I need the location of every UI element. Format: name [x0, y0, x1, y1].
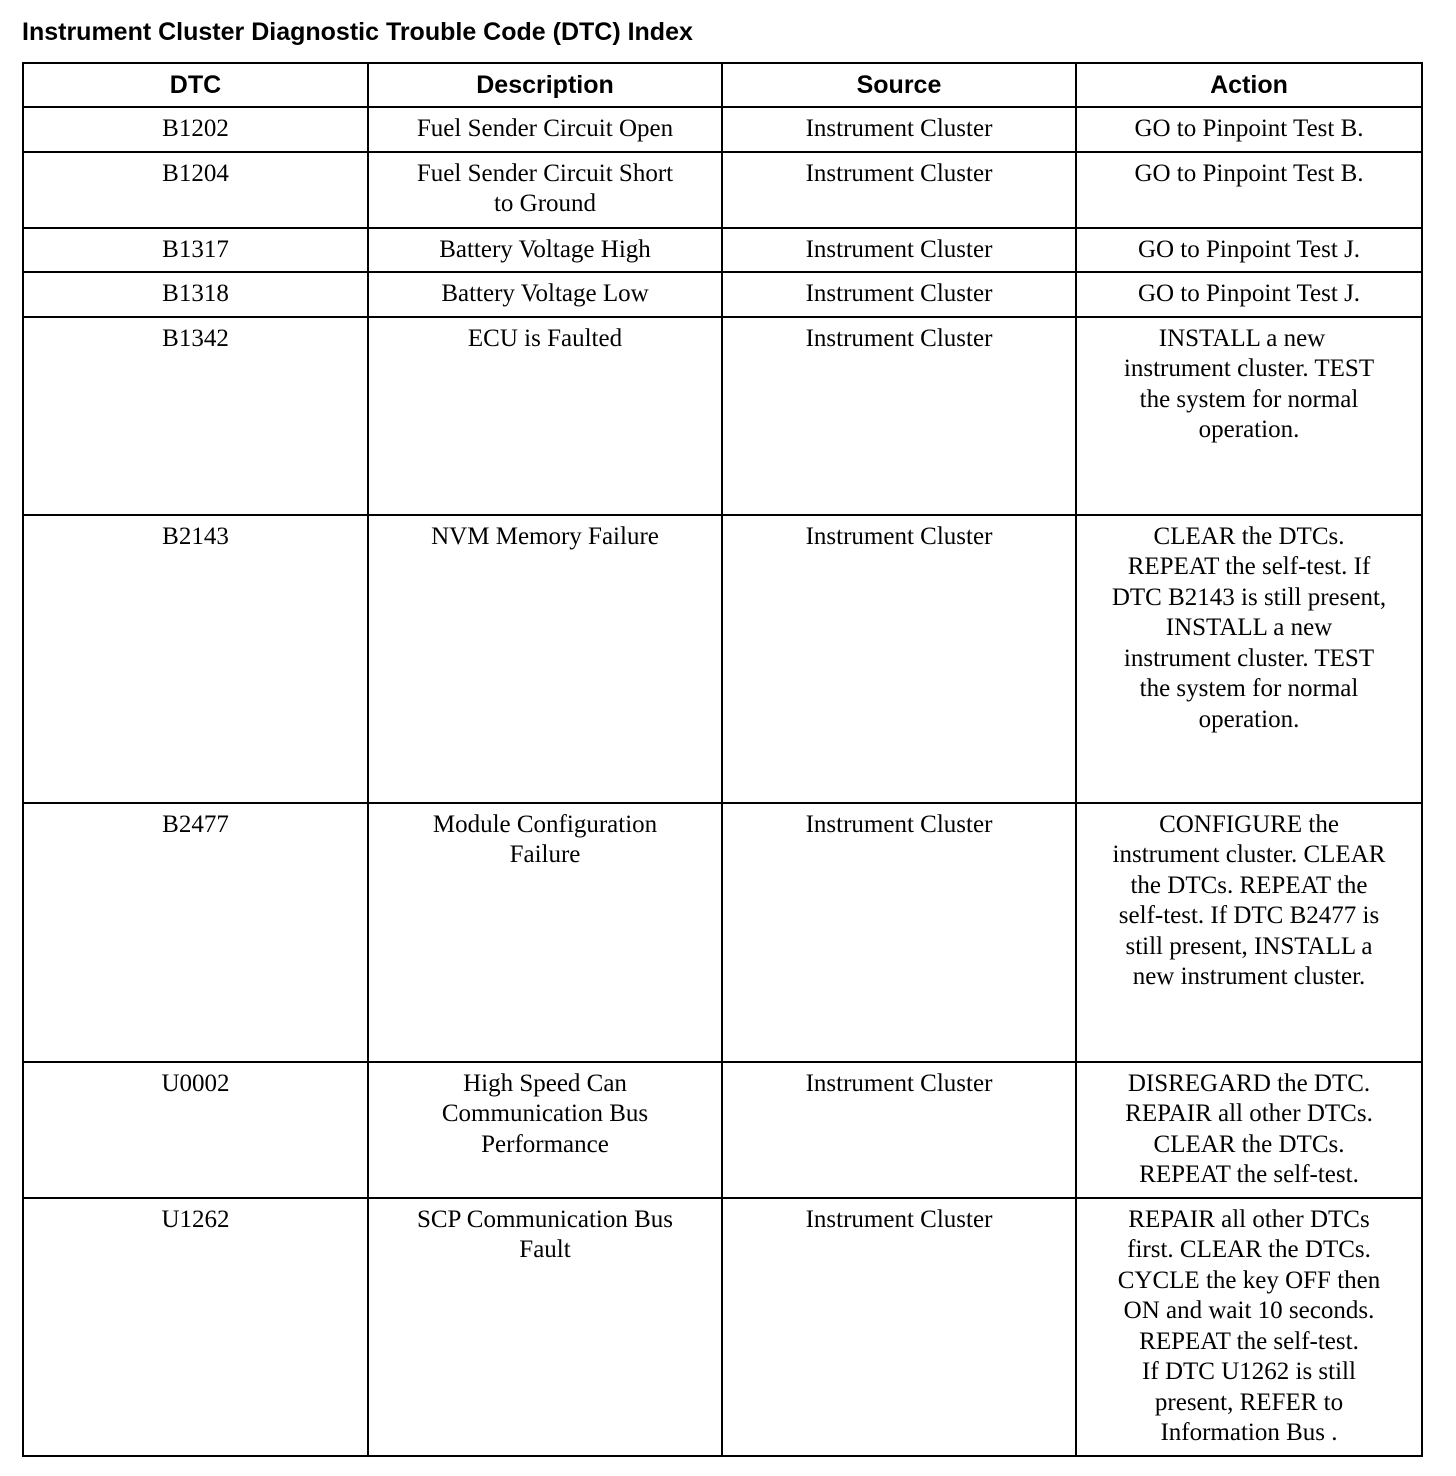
action-line: CLEAR the DTCs. — [1153, 1130, 1345, 1158]
action-line: Information Bus . — [1160, 1419, 1338, 1446]
table-row — [23, 107, 1422, 152]
action-line: self-test. If DTC B2477 is — [1118, 902, 1380, 929]
source-cell: Instrument Cluster — [722, 1198, 1076, 1456]
action-line: new instrument cluster. — [1132, 963, 1366, 990]
action-cell — [1076, 152, 1422, 228]
dtc-code-cell: U1262 — [23, 1198, 368, 1456]
action-line: REPEAT the self-test. If — [1127, 553, 1371, 580]
table-row — [23, 272, 1422, 317]
source-cell: Instrument Cluster — [722, 152, 1076, 228]
action-line: GO to Pinpoint Test B. — [1134, 115, 1364, 142]
action-line: If DTC U1262 is still — [1142, 1358, 1356, 1385]
action-line: INSTALL a new — [1165, 614, 1333, 641]
action-line: GO to Pinpoint Test B. — [1134, 159, 1364, 187]
source-cell: Instrument Cluster — [722, 107, 1076, 152]
table-row — [23, 515, 1422, 803]
column-header-dtc: DTC — [23, 63, 368, 107]
source-cell: Instrument Cluster — [722, 1062, 1076, 1198]
description-cell: Battery Voltage High — [368, 228, 722, 273]
description-cell: High Speed Can Communication Bus Performance — [368, 1062, 722, 1198]
column-header-action: Action — [1076, 63, 1422, 107]
action-line: REPAIR all other DTCs. — [1125, 1100, 1373, 1127]
action-line: ON and wait 10 seconds. — [1123, 1297, 1375, 1324]
action-cell — [1076, 228, 1422, 273]
action-cell — [1076, 107, 1422, 152]
action-line: GO to Pinpoint Test J. — [1137, 235, 1361, 263]
action-line: still present, INSTALL a — [1125, 932, 1373, 960]
dtc-code-cell: B1204 — [23, 152, 368, 228]
table-row — [23, 228, 1422, 273]
description-cell: Fuel Sender Circuit Open — [368, 107, 722, 152]
dtc-index-table — [22, 62, 1423, 1457]
action-line: operation. — [1198, 705, 1300, 733]
action-line: DTC B2143 is still present, — [1111, 583, 1387, 611]
dtc-code-cell: B1342 — [23, 317, 368, 515]
description-cell: Fuel Sender Circuit Short to Ground — [368, 152, 722, 228]
table-row — [23, 152, 1422, 228]
dtc-code-cell: B1202 — [23, 107, 368, 152]
action-line: GO to Pinpoint Test J. — [1137, 280, 1361, 307]
source-cell: Instrument Cluster — [722, 228, 1076, 273]
action-line: CYCLE the key OFF then — [1117, 1266, 1381, 1294]
dtc-code-cell: B1318 — [23, 272, 368, 317]
description-cell: SCP Communication Bus Fault — [368, 1198, 722, 1456]
action-cell — [1076, 317, 1422, 515]
column-header-description: Description — [368, 63, 722, 107]
action-line: CLEAR the DTCs. — [1153, 522, 1345, 550]
action-line: instrument cluster. TEST — [1123, 644, 1375, 672]
dtc-code-cell: B2143 — [23, 515, 368, 803]
action-line: the DTCs. REPEAT the — [1130, 871, 1368, 899]
action-cell — [1076, 803, 1422, 1062]
source-cell: Instrument Cluster — [722, 803, 1076, 1062]
action-line: instrument cluster. CLEAR — [1112, 841, 1386, 868]
action-line: operation. — [1198, 416, 1300, 443]
table-header-row — [23, 63, 1422, 107]
dtc-code-cell: B2477 — [23, 803, 368, 1062]
source-cell: Instrument Cluster — [722, 515, 1076, 803]
action-line: CONFIGURE the — [1159, 810, 1339, 838]
action-line: REPEAT the self-test. — [1139, 1161, 1359, 1188]
table-row — [23, 317, 1422, 515]
action-line: REPEAT the self-test. — [1139, 1327, 1359, 1355]
action-line: DISREGARD the DTC. — [1127, 1069, 1371, 1097]
action-line: the system for normal — [1139, 385, 1359, 413]
action-line: REPAIR all other DTCs — [1128, 1205, 1370, 1233]
table-row — [23, 1198, 1422, 1456]
description-cell: Battery Voltage Low — [368, 272, 722, 317]
source-cell: Instrument Cluster — [722, 317, 1076, 515]
source-cell: Instrument Cluster — [722, 272, 1076, 317]
action-cell — [1076, 1198, 1422, 1456]
action-line: the system for normal — [1139, 675, 1359, 702]
action-line: instrument cluster. TEST — [1123, 355, 1375, 382]
action-line: first. CLEAR the DTCs. — [1127, 1236, 1371, 1263]
action-cell — [1076, 1062, 1422, 1198]
action-cell — [1076, 272, 1422, 317]
table-row — [23, 1062, 1422, 1198]
description-cell: Module Configuration Failure — [368, 803, 722, 1062]
description-cell: NVM Memory Failure — [368, 515, 722, 803]
dtc-code-cell: U0002 — [23, 1062, 368, 1198]
dtc-code-cell: B1317 — [23, 228, 368, 273]
table-row — [23, 803, 1422, 1062]
action-cell — [1076, 515, 1422, 803]
action-line: INSTALL a new — [1158, 324, 1326, 352]
description-cell: ECU is Faulted — [368, 317, 722, 515]
column-header-source: Source — [722, 63, 1076, 107]
document-title: Instrument Cluster Diagnostic Trouble Code (DTC) Index — [22, 18, 693, 46]
action-line: present, REFER to — [1154, 1388, 1344, 1416]
